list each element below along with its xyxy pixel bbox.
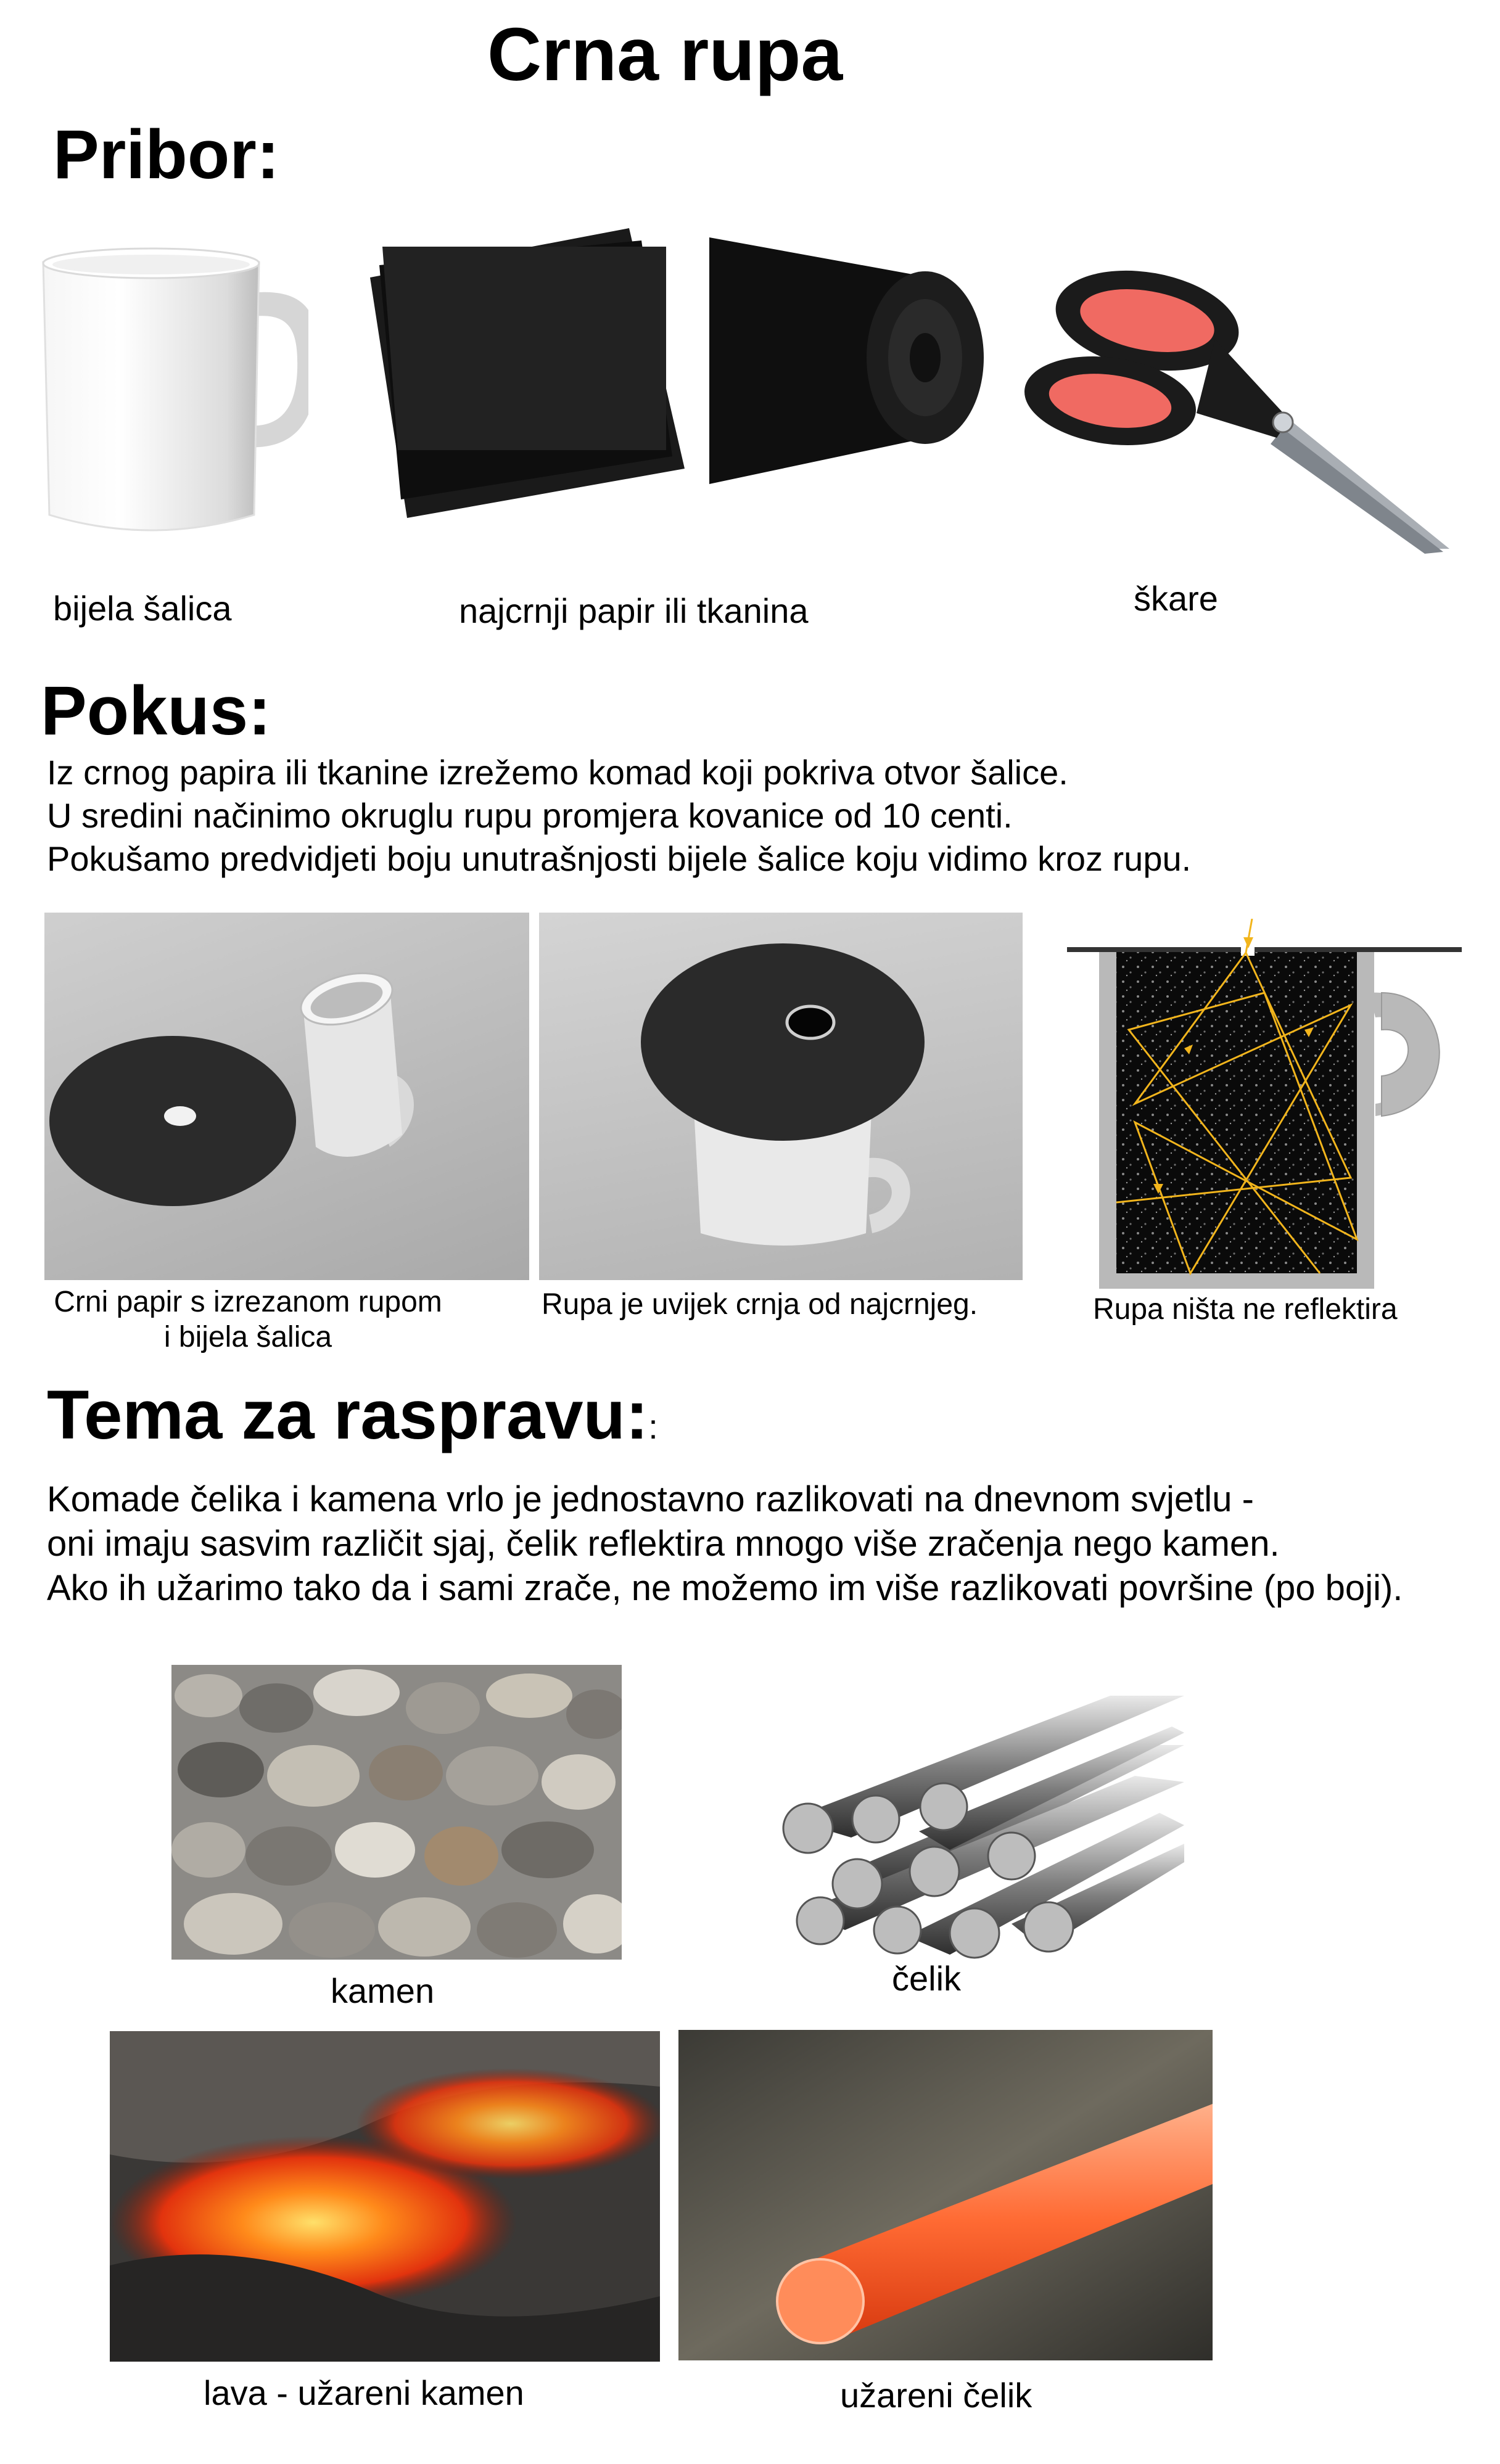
pokus-line-2: U sredini načinimo okruglu rupu promjera kovanice od 10 centi. xyxy=(47,796,1013,835)
caption-lava: lava - užareni kamen xyxy=(204,2373,524,2412)
caption-steel: čelik xyxy=(892,1959,962,1998)
glowing-steel-photo xyxy=(678,2030,1213,2360)
lava-photo xyxy=(110,2031,660,2362)
photo-paper-and-mug xyxy=(44,913,529,1280)
caption-glowing-steel: užareni čelik xyxy=(840,2376,1032,2415)
tema-line-2: oni imaju sasvim različit sjaj, čelik reflektira mnogo više zračenja nego kamen. xyxy=(47,1524,1280,1564)
caption-photo-1-line-2: i bijela šalica xyxy=(163,1320,332,1353)
caption-diagram: Rupa ništa ne reflektira xyxy=(1093,1293,1398,1326)
scissors-icon xyxy=(1018,259,1449,555)
section-heading-tema xyxy=(47,1375,658,1455)
tema-line-3: Ako ih užarimo tako da i sami zrače, ne možemo im više razlikovati površine (po boji). xyxy=(47,1568,1403,1608)
white-mug-icon xyxy=(31,244,308,552)
caption-scissors: škare xyxy=(1134,579,1218,618)
pokus-line-1: Iz crnog papira ili tkanine izrežemo komad koji pokriva otvor šalice. xyxy=(47,753,1068,792)
caption-photo-1 xyxy=(51,1285,445,1355)
black-paper-icon xyxy=(364,228,685,518)
stones-photo xyxy=(171,1665,622,1960)
tema-line-1: Komade čelika i kamena vrlo je jednostavno razlikovati na dnevnom svjetlu - xyxy=(47,1479,1254,1519)
black-fabric-roll-icon xyxy=(709,237,987,484)
page-title: Crna rupa xyxy=(487,12,843,96)
pokus-line-3: Pokušamo predvidjeti boju unutrašnjosti bijele šalice koju vidimo kroz rupu. xyxy=(47,839,1192,878)
section-heading-pribor: Pribor: xyxy=(53,116,280,193)
caption-stones: kamen xyxy=(331,1971,435,2010)
pokus-text xyxy=(47,751,1191,881)
tema-text xyxy=(47,1477,1403,1611)
tema-heading-suffix: : xyxy=(648,1407,658,1446)
caption-mug: bijela šalica xyxy=(53,589,232,628)
section-heading-pokus: Pokus: xyxy=(41,672,271,749)
caption-photo-2: Rupa je uvijek crnja od najcrnjeg. xyxy=(542,1288,978,1321)
caption-paper: najcrnji papir ili tkanina xyxy=(459,591,809,630)
tema-heading-text: Tema za raspravu: xyxy=(47,1376,649,1453)
steel-bars-photo xyxy=(765,1677,1184,1967)
photo-disc-on-mug xyxy=(539,913,1023,1280)
diagram-black-body-mug xyxy=(1061,919,1468,1289)
caption-photo-1-line-1: Crni papir s izrezanom rupom xyxy=(54,1286,442,1318)
